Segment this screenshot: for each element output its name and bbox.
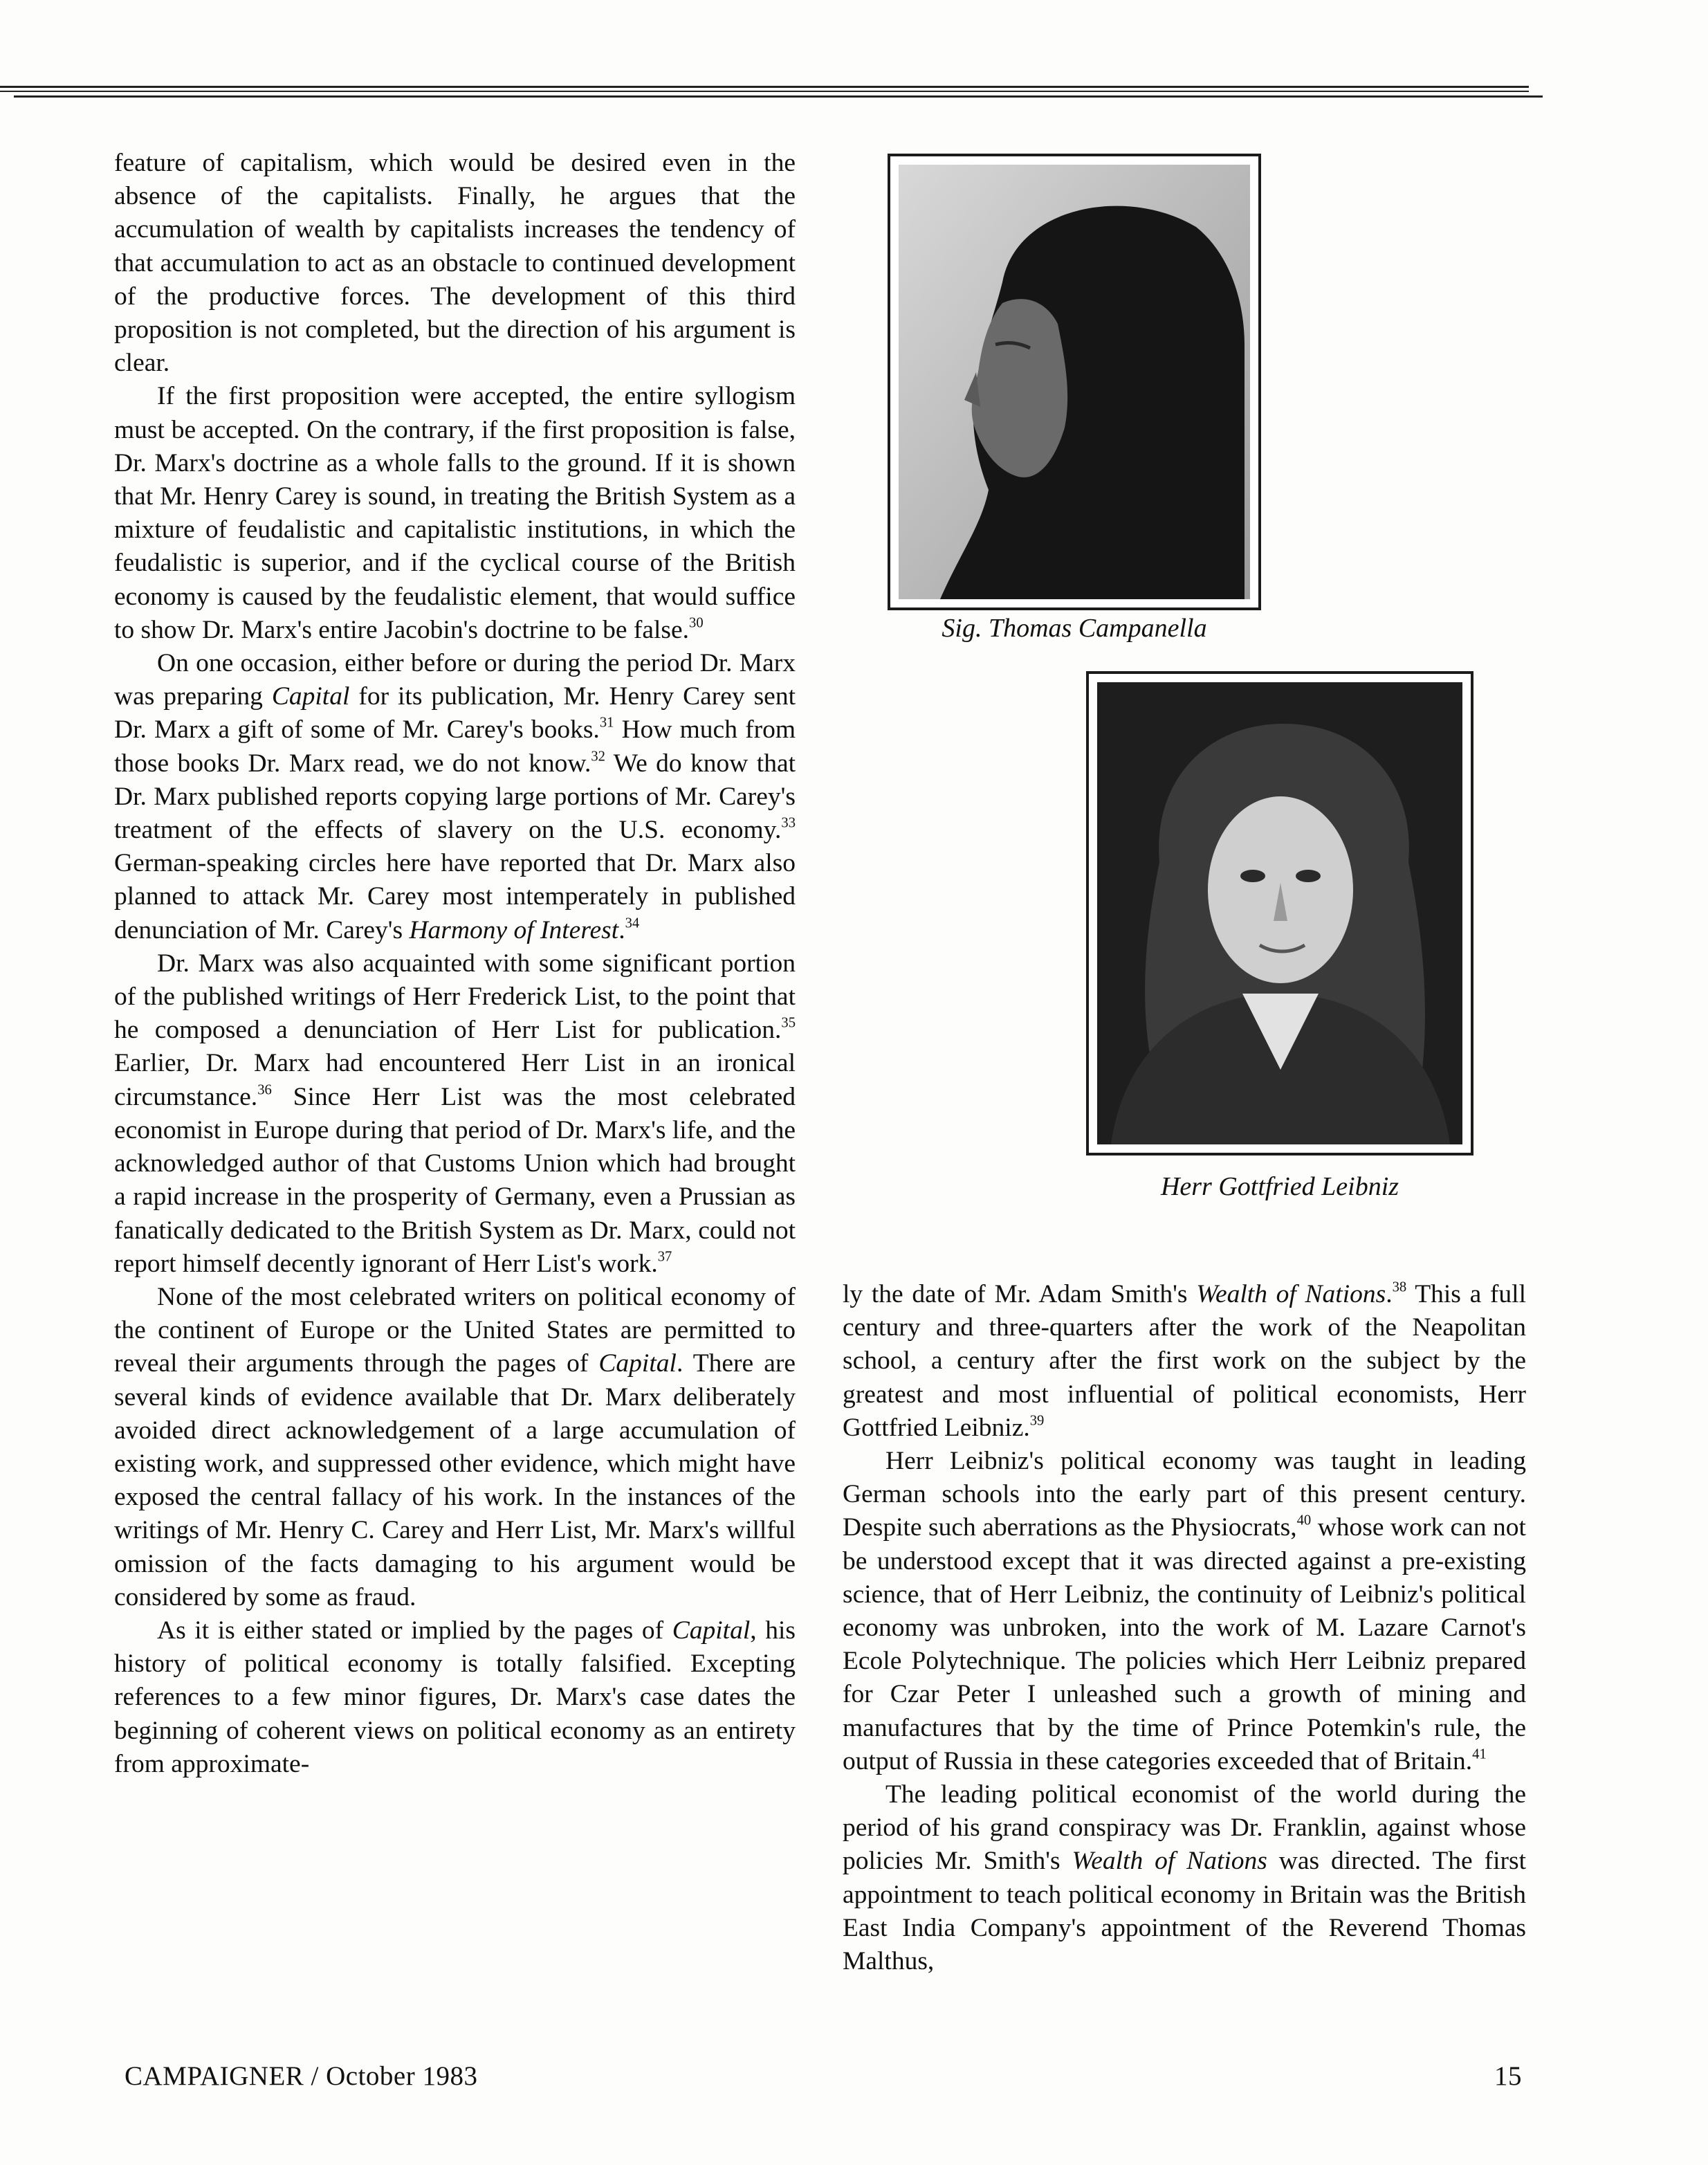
paragraph-text: for its publication, Mr. Henry Carey sent Dr. Marx a gift of some of Mr. Carey's books. <box>114 682 796 744</box>
paragraph <box>114 1281 796 1614</box>
footnote-marker: 38 <box>1392 1279 1407 1295</box>
footnote-marker: 32 <box>591 749 605 765</box>
paragraph-text: . <box>1386 1280 1393 1308</box>
italic-title: Capital <box>598 1349 677 1378</box>
paragraph-text: Earlier, Dr. Marx had encountered Herr List in an ironical circumstance. <box>114 1049 796 1111</box>
footnote-marker: 41 <box>1472 1746 1487 1762</box>
paragraph-text: As it is either stated or implied by the pages of <box>157 1616 672 1645</box>
paragraph <box>843 1278 1526 1445</box>
paragraph-text: . <box>618 915 625 944</box>
paragraph-text: ly the date of Mr. Adam Smith's <box>843 1280 1197 1308</box>
paragraph-text: . There are several kinds of evidence available that Dr. Marx deliberately avoided direct acknowledgement of a large accumulation of existing work, and suppressed other evidence, which might have exposed the central fallacy of his work. In the instances of the writings of Mr. Henry C. Carey and Herr List, Mr. Marx's willful omission of the facts damaging to his argument would be considered by some as fraud. <box>114 1349 796 1611</box>
paragraph <box>843 1778 1526 1978</box>
paragraph-text: If the first proposition were accepted, the entire syllogism must be accepted. On the contrary, if the first proposition is false, Dr. Marx's doctrine as a whole falls to the ground. If it is shown that Mr. Henry Carey is sound, in treating the British System as a mixture of feudalistic and capitalistic institutions, in which the feudalistic is superior, and if the cyclical course of the British economy is caused by the feudalistic element, that would suffice to show Dr. Marx's entire Jacobin's doctrine to be false. <box>114 382 796 644</box>
paragraph-text: None of the most celebrated writers on political economy of the continent of Europe or the United States are permitted to reveal their arguments through the pages of <box>114 1282 796 1378</box>
publication-footer: CAMPAIGNER / October 1983 <box>125 2061 478 2091</box>
leibniz-portrait-image <box>1097 682 1462 1144</box>
paragraph <box>114 380 796 647</box>
footnote-marker: 39 <box>1029 1413 1045 1429</box>
paragraph <box>114 647 796 947</box>
footnote-marker: 37 <box>657 1249 672 1265</box>
footnote-marker: 33 <box>781 815 796 831</box>
paragraph-text: We do know that Dr. Marx published reports copying large portions of Mr. Carey's treatment of the effects of slavery on the U.S. economy. <box>114 749 796 845</box>
paragraph <box>114 147 796 380</box>
paragraph-text: The leading political economist of the world during the period of his grand conspiracy was Dr. Franklin, against whose policies Mr. Smith's <box>843 1780 1526 1876</box>
header-rule <box>0 91 1529 92</box>
paragraph-text: was directed. The first appointment to teach political economy in Britain was the British East India Company's appointment of the Reverend Thomas Malthus, <box>843 1847 1526 1976</box>
paragraph-text: This a full century and three-quarters after the work of the Neapolitan school, a century after the first work on the subject by the greatest and most influential of political economists, Herr Gottfried Leibniz. <box>843 1280 1527 1442</box>
italic-title: Capital <box>271 682 350 711</box>
italic-title: Harmony of Interest <box>409 915 619 944</box>
page-number: 15 <box>1494 2061 1522 2091</box>
footnote-marker: 31 <box>599 715 614 731</box>
paragraph <box>114 1614 796 1781</box>
footnote-marker: 40 <box>1296 1513 1312 1528</box>
paragraph-text: Since Herr List was the most celebrated economist in Europe during that period of Dr. Marx's life, and the acknowledged author of that Customs Union which had brought a rapid increase in the prosperity of Germany, even a Prussian as fanatically dedicated to the British System as Dr. Marx, could not report himself decently ignorant of Herr List's work. <box>114 1082 796 1278</box>
paragraph-text: feature of capitalism, which would be desired even in the absence of the capitalists. Finally, he argues that the accumulation of wealth by capitalists increases the tendency of that accumulation to act as an obstacle to continued development of the productive forces. The development of this third proposition is not completed, but the direction of his argument is clear. <box>114 149 796 378</box>
paragraph-text: Herr Leibniz's political economy was taught in leading German schools into the early part of this present century. Despite such aberrations as the Physiocrats, <box>843 1447 1526 1542</box>
footnote-marker: 35 <box>781 1015 796 1031</box>
leibniz-portrait <box>1086 671 1473 1155</box>
paragraph <box>114 947 796 1281</box>
left-column <box>114 147 796 1781</box>
campanella-caption: Sig. Thomas Campanella <box>942 614 1207 643</box>
leibniz-caption: Herr Gottfried Leibniz <box>1160 1172 1399 1201</box>
paragraph-text: German-speaking circles here have reported that Dr. Marx also planned to attack Mr. Carey most intemperately in published denunciation of Mr. Carey's <box>114 849 796 944</box>
right-column <box>843 1278 1526 1978</box>
paragraph-text: Dr. Marx was also acquainted with some significant portion of the published writings of Herr Frederick List, to the point that he composed a denunciation of Herr List for publication. <box>114 949 796 1045</box>
paragraph-text: On one occasion, either before or during the period Dr. Marx was preparing <box>114 649 796 711</box>
paragraph-text: , his history of political economy is totally falsified. Excepting references to a few minor figures, Dr. Marx's case dates the beginning of coherent views on political economy as an entirety from approximate- <box>114 1616 796 1778</box>
header-rule <box>0 86 1529 88</box>
campanella-portrait-image <box>899 165 1250 599</box>
italic-title: Capital <box>672 1616 751 1645</box>
footnote-marker: 30 <box>689 615 704 631</box>
header-rule <box>14 95 1543 98</box>
campanella-portrait <box>888 154 1261 610</box>
italic-title: Wealth of Nations <box>1072 1847 1267 1876</box>
paragraph-text: whose work can not be understood except that it was directed against a pre-existing science, that of Herr Leibniz, the continuity of Leibniz's political economy was unbroken, into the work of M. Lazare Carnot's Ecole Polytechnique. The policies which Herr Leibniz prepared for Czar Peter I unleashed such a growth of mining and manufactures that by the time of Prince Potemkin's rule, the output of Russia in these categories exceeded that of Britain. <box>843 1513 1526 1775</box>
footnote-marker: 36 <box>257 1082 272 1098</box>
paragraph <box>843 1445 1526 1778</box>
footnote-marker: 34 <box>625 915 640 931</box>
paragraph-text: How much from those books Dr. Marx read, we do not know. <box>114 715 796 778</box>
italic-title: Wealth of Nations <box>1196 1280 1386 1308</box>
